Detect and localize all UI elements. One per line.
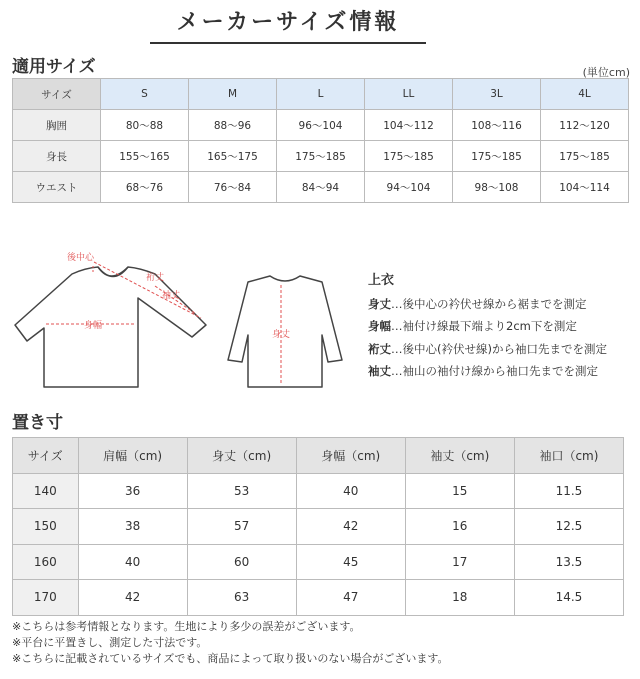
- table-cell: 175～185: [365, 141, 453, 172]
- measure-table: [12, 437, 624, 616]
- table-cell: 15: [405, 473, 514, 509]
- size-table-header-row: [13, 79, 629, 110]
- footnote: ※平台に平置きし、測定した寸法です。: [12, 636, 208, 649]
- garment-diagram: [10, 240, 355, 400]
- legend-item: [368, 315, 607, 338]
- legend-item: [368, 338, 607, 361]
- legend-term: 身丈: [368, 296, 391, 311]
- row-header: 170: [13, 580, 79, 616]
- legend-item: [368, 360, 607, 383]
- table-cell: 63: [187, 580, 296, 616]
- measure-col-header: 身幅（cm): [296, 438, 405, 474]
- table-cell: 12.5: [514, 509, 623, 545]
- table-cell: 53: [187, 473, 296, 509]
- measure-col-header: 袖口（cm): [514, 438, 623, 474]
- footnotes: [12, 619, 448, 667]
- table-cell: 112～120: [541, 110, 629, 141]
- row-header: ウエスト: [13, 172, 101, 203]
- footnote: ※こちらに記載されているサイズでも、商品によって取り扱いのない場合がございます。: [12, 652, 449, 665]
- row-header: 150: [13, 509, 79, 545]
- table-cell: 11.5: [514, 473, 623, 509]
- table-cell: 96～104: [277, 110, 365, 141]
- legend-desc: …袖付け線最下端より2cm下を測定: [391, 319, 577, 333]
- table-cell: 42: [296, 509, 405, 545]
- row-header: 140: [13, 473, 79, 509]
- table-row: [13, 580, 624, 616]
- table-cell: 36: [78, 473, 187, 509]
- table-cell: 88～96: [189, 110, 277, 141]
- label-body-length: 身丈: [272, 330, 291, 340]
- table-cell: 104～114: [541, 172, 629, 203]
- legend-term: 袖丈: [368, 364, 391, 378]
- table-cell: 108～116: [453, 110, 541, 141]
- table-row: [13, 141, 629, 172]
- table-cell: 175～185: [277, 141, 365, 172]
- table-cell: 165～175: [189, 141, 277, 172]
- size-col-header: L: [277, 79, 365, 110]
- unit-note: (単位cm): [582, 66, 630, 79]
- table-cell: 155～165: [101, 141, 189, 172]
- front-shirt-illustration: [15, 267, 206, 387]
- page-title: メーカーサイズ情報: [150, 6, 426, 44]
- size-col-header: M: [189, 79, 277, 110]
- table-cell: 47: [296, 580, 405, 616]
- legend-term: 裄丈: [368, 341, 391, 356]
- sleeve-length-line: [94, 262, 201, 318]
- row-header: 身長: [13, 141, 101, 172]
- row-header: 160: [13, 544, 79, 580]
- measure-section-label: 置き寸: [12, 413, 63, 433]
- table-cell: 18: [405, 580, 514, 616]
- measure-col-header: サイズ: [13, 438, 79, 474]
- legend-desc: …後中心(衿伏せ線)から袖口先までを測定: [391, 341, 607, 356]
- table-row: [13, 110, 629, 141]
- table-cell: 175～185: [453, 141, 541, 172]
- legend-desc: …袖山の袖付け線から袖口先までを測定: [391, 364, 598, 378]
- table-cell: 68～76: [101, 172, 189, 203]
- table-cell: 98～108: [453, 172, 541, 203]
- size-section-label: 適用サイズ: [12, 57, 96, 77]
- footnote: ※こちらは参考情報となります。生地により多少の誤差がございます。: [12, 620, 361, 633]
- size-col-header: 4L: [541, 79, 629, 110]
- legend-heading: 上衣: [368, 273, 395, 288]
- table-cell: 38: [78, 509, 187, 545]
- measure-col-header: 袖丈（cm): [405, 438, 514, 474]
- table-row: [13, 509, 624, 545]
- table-row: [13, 172, 629, 203]
- table-cell: 14.5: [514, 580, 623, 616]
- legend-term: 身幅: [368, 319, 391, 333]
- table-cell: 80～88: [101, 110, 189, 141]
- measure-col-header: 肩幅（cm): [78, 438, 187, 474]
- measure-col-header: 身丈（cm): [187, 438, 296, 474]
- table-cell: 175～185: [541, 141, 629, 172]
- label-back-center: 後中心: [67, 253, 95, 263]
- table-cell: 42: [78, 580, 187, 616]
- measurement-legend: [368, 270, 607, 383]
- table-cell: 40: [296, 473, 405, 509]
- table-cell: 45: [296, 544, 405, 580]
- size-table-corner: サイズ: [13, 79, 101, 110]
- table-row: [13, 544, 624, 580]
- table-cell: 40: [78, 544, 187, 580]
- size-col-header: LL: [365, 79, 453, 110]
- table-cell: 76～84: [189, 172, 277, 203]
- label-sleeve-length: 裄丈: [146, 273, 165, 283]
- table-cell: 94～104: [365, 172, 453, 203]
- label-body-width: 身幅: [84, 321, 103, 331]
- table-cell: 104～112: [365, 110, 453, 141]
- table-cell: 13.5: [514, 544, 623, 580]
- table-cell: 84～94: [277, 172, 365, 203]
- table-cell: 17: [405, 544, 514, 580]
- label-sleeve: 袖丈: [162, 291, 181, 301]
- table-cell: 57: [187, 509, 296, 545]
- table-cell: 16: [405, 509, 514, 545]
- size-col-header: 3L: [453, 79, 541, 110]
- size-col-header: S: [101, 79, 189, 110]
- legend-item: [368, 293, 607, 316]
- legend-desc: …後中心の衿伏せ線から裾までを測定: [391, 296, 587, 311]
- table-cell: 60: [187, 544, 296, 580]
- row-header: 胸囲: [13, 110, 101, 141]
- measure-table-header-row: [13, 438, 624, 474]
- table-row: [13, 473, 624, 509]
- size-table: [12, 78, 629, 203]
